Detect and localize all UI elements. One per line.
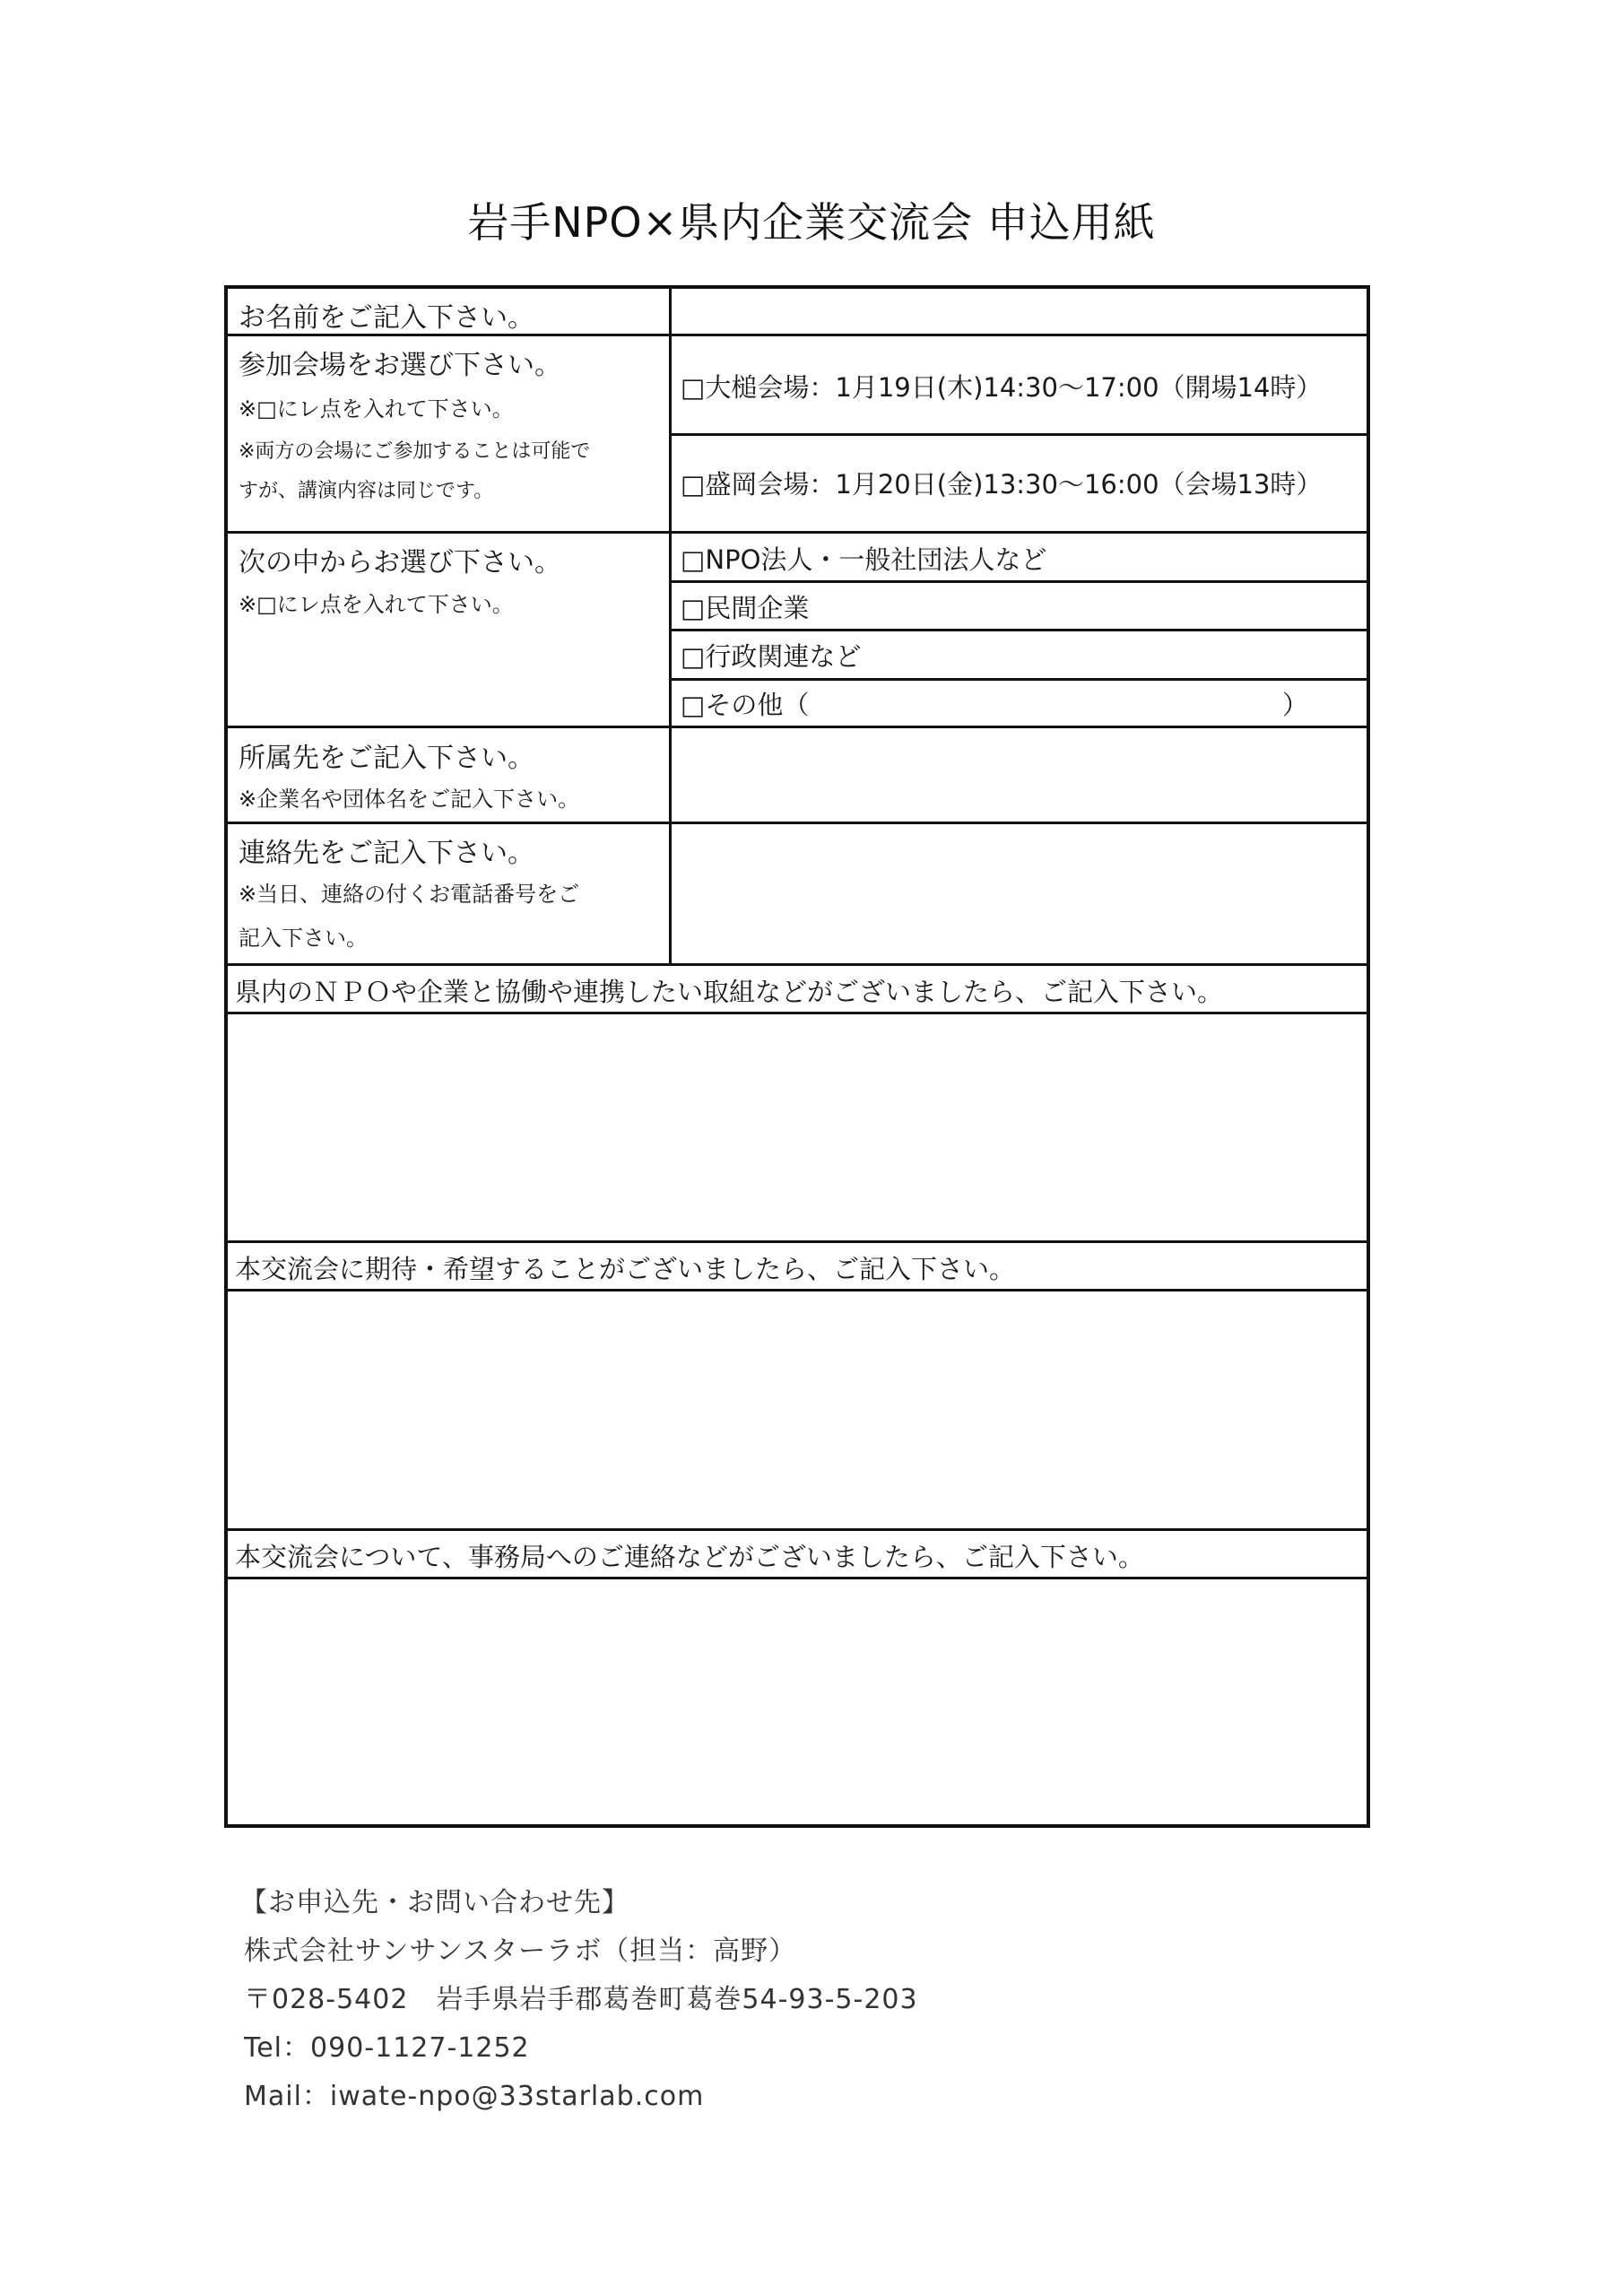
- expectation-answer-field[interactable]: [231, 1294, 1363, 1525]
- expectation-question: 本交流会に期待・希望することがございましたら、ご記入下さい。: [235, 1254, 1016, 1284]
- row-divider: [228, 963, 1367, 966]
- row-divider: [672, 629, 1367, 631]
- venue-note-both-2: すが、講演内容は同じです。: [239, 480, 494, 502]
- venue-option-morioka[interactable]: □盛岡会場：1月20日(金)13:30～16:00（会場13時）: [681, 469, 1323, 500]
- row-divider: [672, 580, 1367, 583]
- venue-note-both: ※両方の会場にご参加することは可能で: [239, 440, 591, 463]
- row-divider: [228, 531, 1367, 534]
- row-divider: [228, 1528, 1367, 1531]
- contact-field[interactable]: [674, 825, 1363, 960]
- office-message-question: 本交流会について、事務局へのご連絡などがございましたら、ご記入下さい。: [235, 1542, 1144, 1572]
- venue-option-otsuchi[interactable]: □大槌会場：1月19日(木)14:30～17:00（開場14時）: [681, 372, 1323, 403]
- collaboration-question: 県内のＮＰＯや企業と協働や連携したい取組などがございましたら、ご記入下さい。: [235, 977, 1224, 1007]
- contact-heading: 【お申込先・お問い合わせ先】: [240, 1887, 629, 1918]
- affiliation-note: ※企業名や団体名をご記入下さい。: [239, 787, 580, 812]
- row-divider: [228, 822, 1367, 824]
- column-divider: [669, 289, 672, 966]
- affiliation-field[interactable]: [674, 730, 1363, 818]
- category-other-close-paren: ）: [1282, 690, 1309, 720]
- page-title: 岩手NPO×県内企業交流会 申込用紙: [467, 198, 1156, 247]
- office-message-answer-field[interactable]: [231, 1582, 1363, 1822]
- category-option-npo[interactable]: □NPO法人・一般社団法人など: [681, 544, 1047, 575]
- row-divider: [228, 1240, 1367, 1243]
- category-option-company[interactable]: □民間企業: [681, 593, 810, 623]
- phone-number: Tel：090-1127-1252: [244, 2032, 530, 2064]
- contact-note-2: 記入下さい。: [239, 926, 368, 951]
- name-field[interactable]: [674, 292, 1363, 332]
- collaboration-answer-field[interactable]: [231, 1017, 1363, 1237]
- category-option-government[interactable]: □行政関連など: [681, 641, 862, 672]
- row-divider: [228, 1577, 1367, 1579]
- affiliation-label: 所属先をご記入下さい。: [239, 743, 534, 774]
- application-form: [224, 285, 1370, 1828]
- category-note: ※□にレ点を入れて下さい。: [239, 592, 514, 617]
- row-divider: [228, 726, 1367, 728]
- row-divider: [228, 1289, 1367, 1292]
- category-label: 次の中からお選び下さい。: [239, 547, 561, 578]
- row-divider: [672, 433, 1367, 436]
- name-label: お名前をご記入下さい。: [239, 302, 534, 334]
- contact-note: ※当日、連絡の付くお電話番号をご: [239, 882, 580, 907]
- contact-label: 連絡先をご記入下さい。: [239, 838, 534, 869]
- venue-note: ※□にレ点を入れて下さい。: [239, 396, 514, 422]
- email-address[interactable]: Mail：iwate-npo@33starlab.com: [244, 2081, 705, 2112]
- row-divider: [228, 1012, 1367, 1014]
- venue-label: 参加会場をお選び下さい。: [239, 350, 561, 381]
- postal-address: 〒028-5402 岩手県岩手郡葛巻町葛巻54-93-5-203: [244, 1984, 918, 2015]
- row-divider: [672, 678, 1367, 681]
- category-option-other[interactable]: □その他（: [681, 690, 810, 720]
- company-name: 株式会社サンサンスターラボ（担当：高野）: [244, 1935, 797, 1967]
